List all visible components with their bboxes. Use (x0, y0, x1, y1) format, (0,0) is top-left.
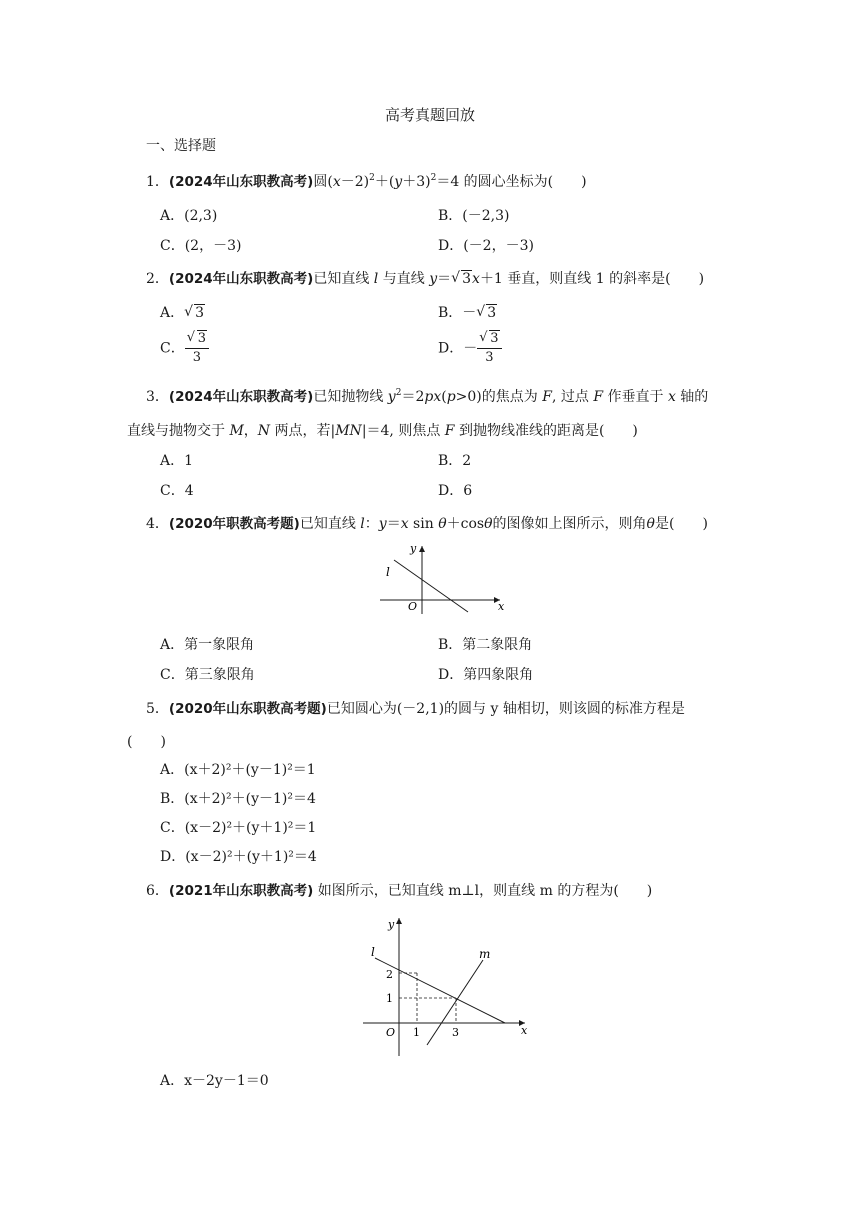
line-m-label: m (479, 947, 491, 961)
q1-option-b[interactable]: B．(－2,3) (438, 208, 510, 224)
x-tick-3: 3 (452, 1026, 459, 1039)
question-3: 3．(2024年山东职教高考)已知抛物线 $y^2=2px(p>0)$的焦点为 F, 过点 F 作垂直于 x 轴的 (146, 388, 709, 405)
line-label: l (386, 565, 390, 579)
q1-option-a[interactable]: A．(2,3) (160, 208, 218, 224)
q6-option-a[interactable]: A．x－2y－1＝0 (160, 1073, 269, 1089)
y-axis-label: y (410, 542, 417, 555)
question-4: 4．(2020年职教高考题)已知直线 l：y＝x sin θ＋cosθ的图像如上图所示，则角θ是( ) (146, 516, 708, 532)
q3-option-c[interactable]: C．4 (160, 483, 194, 499)
q5-option-a[interactable]: A．(x＋2)²＋(y－1)²＝1 (160, 762, 316, 778)
q4-option-b[interactable]: B．第二象限角 (438, 637, 533, 653)
q3-option-b[interactable]: B．2 (438, 453, 472, 469)
q3-option-a[interactable]: A．1 (160, 453, 194, 469)
x-axis-label: x (498, 600, 505, 613)
q2-option-a[interactable]: A．√ 3 (160, 302, 205, 322)
q1-option-d[interactable]: D．(－2，－3) (438, 238, 534, 254)
y-tick-2: 2 (386, 968, 393, 981)
y-axis-label: y (388, 918, 395, 931)
question-5-paren: ( ) (127, 734, 166, 750)
page-title: 高考真题回放 (384, 106, 475, 124)
q5-option-c[interactable]: C．(x－2)²＋(y＋1)²＝1 (160, 820, 317, 836)
question-source: (2024年山东职教高考) (168, 174, 314, 190)
origin-label: O (386, 1026, 396, 1039)
q4-option-d[interactable]: D．第四象限角 (438, 667, 534, 683)
question-3-continued: 直线与抛物交于 M，N 两点，若|MN|＝4, 则焦点 F 到抛物线准线的距离是( ) (127, 423, 638, 439)
q3-option-d[interactable]: D．6 (438, 483, 473, 499)
q4-option-a[interactable]: A．第一象限角 (160, 637, 255, 653)
y-tick-1: 1 (386, 992, 393, 1005)
question-number: 1． (146, 174, 169, 190)
q2-option-c[interactable]: C． √ $\frac{3}{3}$ (160, 330, 209, 367)
figure-line-l (370, 540, 510, 616)
q5-option-b[interactable]: B．(x＋2)²＋(y－1)²＝4 (160, 791, 316, 807)
line-l-label: l (371, 945, 375, 959)
x-axis-label: x (521, 1024, 528, 1037)
figure-lines-l-m (355, 910, 535, 1060)
q4-option-c[interactable]: C．第三象限角 (160, 667, 255, 683)
q2-option-b[interactable]: B．－√ 3 (438, 302, 497, 322)
origin-label: O (408, 600, 418, 613)
question-2: 2．(2024年山东职教高考)已知直线 l 与直线 y＝√ 3x＋1 垂直，则直线 1 的斜率是( ) (146, 267, 704, 288)
q1-option-c[interactable]: C．(2，－3) (160, 238, 242, 254)
x-tick-1: 1 (413, 1026, 420, 1039)
question-5: 5．(2020年山东职教高考题)已知圆心为(－2,1)的圆与 y 轴相切，则该圆的标准方程是 (146, 701, 685, 717)
q2-option-d[interactable]: D．－ √ $\frac{3}{3}$ (438, 330, 502, 367)
question-1: 1．(2024年山东职教高考)圆$(x-2)^2+(y+3)^2=4$ 的圆心坐标为( ) (146, 173, 587, 190)
q5-option-d[interactable]: D．(x－2)²＋(y＋1)²＝4 (160, 849, 317, 865)
question-6: 6．(2021年山东职教高考) 如图所示，已知直线 m⊥l，则直线 m 的方程为( ) (146, 883, 653, 899)
section-heading: 一、选择题 (146, 138, 216, 154)
